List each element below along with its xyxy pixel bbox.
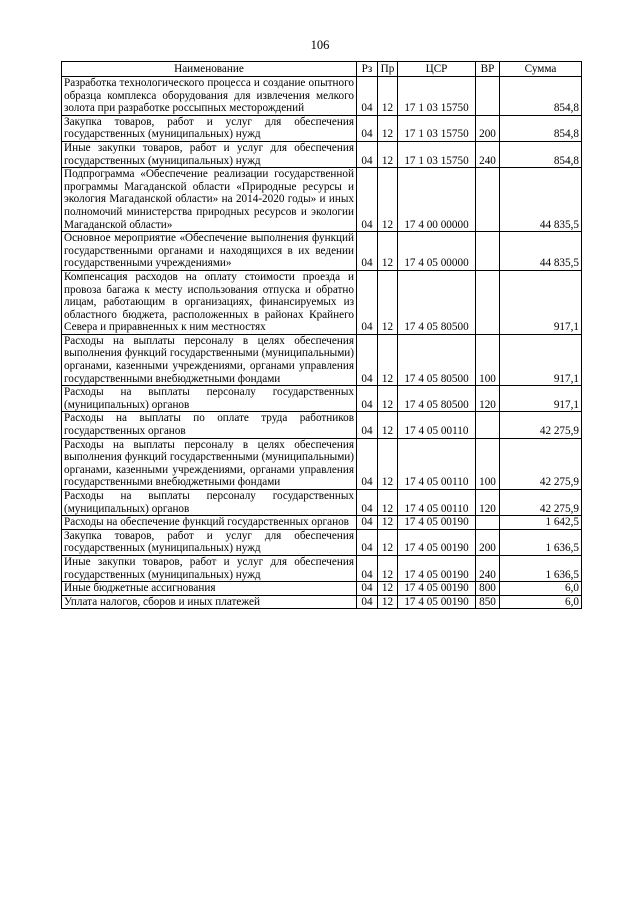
cell-rz: 04 — [357, 115, 378, 141]
cell-sum: 854,8 — [500, 115, 582, 141]
cell-csr: 17 4 05 00190 — [398, 529, 476, 555]
cell-pr: 12 — [378, 582, 398, 596]
cell-sum: 1 642,5 — [500, 516, 582, 530]
cell-vr: 100 — [476, 438, 500, 489]
cell-rz: 04 — [357, 555, 378, 581]
cell-sum: 6,0 — [500, 595, 582, 609]
cell-name: Уплата налогов, сборов и иных платежей — [62, 595, 357, 609]
table-row — [62, 386, 582, 412]
cell-name: Расходы на обеспечение функций государственных органов — [62, 516, 357, 530]
cell-pr: 12 — [378, 232, 398, 271]
cell-pr: 12 — [378, 77, 398, 116]
cell-rz: 04 — [357, 232, 378, 271]
cell-csr: 17 1 03 15750 — [398, 77, 476, 116]
cell-name: Расходы на выплаты персоналу государственных (муниципальных) органов — [62, 386, 357, 412]
cell-name: Иные закупки товаров, работ и услуг для обеспечения государственных (муниципальных) нужд — [62, 555, 357, 581]
cell-vr — [476, 77, 500, 116]
cell-sum: 1 636,5 — [500, 529, 582, 555]
cell-csr: 17 4 05 00000 — [398, 232, 476, 271]
cell-pr: 12 — [378, 270, 398, 334]
table-row — [62, 529, 582, 555]
table-row — [62, 490, 582, 516]
cell-sum: 917,1 — [500, 334, 582, 385]
cell-csr: 17 4 05 80500 — [398, 334, 476, 385]
cell-vr: 240 — [476, 141, 500, 167]
cell-rz: 04 — [357, 168, 378, 232]
cell-sum: 44 835,5 — [500, 232, 582, 271]
cell-pr: 12 — [378, 386, 398, 412]
header-csr: ЦСР — [398, 62, 476, 77]
cell-csr: 17 4 05 00190 — [398, 516, 476, 530]
cell-rz: 04 — [357, 386, 378, 412]
cell-vr — [476, 516, 500, 530]
cell-sum: 44 835,5 — [500, 168, 582, 232]
cell-vr: 200 — [476, 115, 500, 141]
cell-pr: 12 — [378, 115, 398, 141]
cell-vr: 200 — [476, 529, 500, 555]
cell-vr: 850 — [476, 595, 500, 609]
page-number: 106 — [310, 38, 330, 52]
cell-name: Расходы на выплаты персоналу в целях обеспечения выполнения функций государственными (муниципальными) органами, казенными учреждениями, органами управления государственными внебюджетными фондами — [62, 334, 357, 385]
cell-vr: 800 — [476, 582, 500, 596]
cell-name: Разработка технологического процесса и создание опытного образца комплекса оборудования для извлечения мелкого золота при разработке россыпных месторождений — [62, 77, 357, 116]
cell-vr: 120 — [476, 386, 500, 412]
table-row — [62, 438, 582, 489]
cell-csr: 17 4 05 00110 — [398, 438, 476, 489]
cell-csr: 17 1 03 15750 — [398, 141, 476, 167]
table-row — [62, 270, 582, 334]
cell-rz: 04 — [357, 529, 378, 555]
cell-vr — [476, 412, 500, 438]
cell-name: Расходы на выплаты по оплате труда работников государственных органов — [62, 412, 357, 438]
cell-name: Подпрограмма «Обеспечение реализации государственной программы Магаданской области «Природные ресурсы и экология Магаданской области» на 2014-2020 годы» и иных полномочий министерства природных ресурсов и экологии Магаданской области» — [62, 168, 357, 232]
table-body — [62, 77, 582, 609]
header-vr: ВР — [476, 62, 500, 77]
table-header — [62, 62, 582, 77]
cell-pr: 12 — [378, 141, 398, 167]
cell-name: Расходы на выплаты персоналу государственных (муниципальных) органов — [62, 490, 357, 516]
cell-name: Расходы на выплаты персоналу в целях обеспечения выполнения функций государственными (муниципальными) органами, казенными учреждениями, органами управления государственными внебюджетными фондами — [62, 438, 357, 489]
cell-csr: 17 4 05 00190 — [398, 555, 476, 581]
cell-name: Основное мероприятие «Обеспечение выполнения функций государственными органами и находящихся в их ведении государственными учреждениями» — [62, 232, 357, 271]
cell-vr — [476, 168, 500, 232]
budget-table — [61, 61, 582, 609]
table-row — [62, 141, 582, 167]
cell-csr: 17 4 05 00190 — [398, 582, 476, 596]
cell-pr: 12 — [378, 334, 398, 385]
cell-rz: 04 — [357, 490, 378, 516]
cell-csr: 17 1 03 15750 — [398, 115, 476, 141]
cell-sum: 917,1 — [500, 386, 582, 412]
cell-name: Закупка товаров, работ и услуг для обеспечения государственных (муниципальных) нужд — [62, 529, 357, 555]
cell-vr — [476, 232, 500, 271]
cell-sum: 42 275,9 — [500, 412, 582, 438]
cell-sum: 42 275,9 — [500, 438, 582, 489]
table-row — [62, 232, 582, 271]
cell-rz: 04 — [357, 141, 378, 167]
cell-rz: 04 — [357, 582, 378, 596]
cell-pr: 12 — [378, 516, 398, 530]
cell-name: Иные бюджетные ассигнования — [62, 582, 357, 596]
cell-vr: 100 — [476, 334, 500, 385]
cell-vr: 120 — [476, 490, 500, 516]
cell-sum: 854,8 — [500, 141, 582, 167]
table-row — [62, 412, 582, 438]
cell-sum: 854,8 — [500, 77, 582, 116]
cell-sum: 917,1 — [500, 270, 582, 334]
cell-pr: 12 — [378, 438, 398, 489]
table-row — [62, 555, 582, 581]
cell-vr: 240 — [476, 555, 500, 581]
cell-name: Закупка товаров, работ и услуг для обеспечения государственных (муниципальных) нужд — [62, 115, 357, 141]
table-row — [62, 77, 582, 116]
cell-rz: 04 — [357, 412, 378, 438]
cell-pr: 12 — [378, 490, 398, 516]
cell-csr: 17 4 05 80500 — [398, 270, 476, 334]
table-row — [62, 516, 582, 530]
cell-name: Иные закупки товаров, работ и услуг для обеспечения государственных (муниципальных) нужд — [62, 141, 357, 167]
cell-csr: 17 4 00 00000 — [398, 168, 476, 232]
cell-sum: 42 275,9 — [500, 490, 582, 516]
cell-rz: 04 — [357, 595, 378, 609]
cell-rz: 04 — [357, 77, 378, 116]
cell-pr: 12 — [378, 168, 398, 232]
cell-pr: 12 — [378, 412, 398, 438]
header-name: Наименование — [62, 62, 357, 77]
cell-rz: 04 — [357, 334, 378, 385]
cell-csr: 17 4 05 00110 — [398, 490, 476, 516]
cell-rz: 04 — [357, 516, 378, 530]
cell-csr: 17 4 05 00190 — [398, 595, 476, 609]
cell-pr: 12 — [378, 529, 398, 555]
cell-sum: 6,0 — [500, 582, 582, 596]
header-pr: Пр — [378, 62, 398, 77]
cell-name: Компенсация расходов на оплату стоимости проезда и провоза багажа к месту использования отпуска и обратно лицам, работающим в организациях, финансируемых из областного бюджета, расположенных в районах Крайнего Севера и приравненных к ним местностях — [62, 270, 357, 334]
cell-csr: 17 4 05 80500 — [398, 386, 476, 412]
table-row — [62, 168, 582, 232]
header-rz: Рз — [357, 62, 378, 77]
cell-sum: 1 636,5 — [500, 555, 582, 581]
cell-pr: 12 — [378, 555, 398, 581]
table-row — [62, 595, 582, 609]
table-row — [62, 115, 582, 141]
header-sum: Сумма — [500, 62, 582, 77]
cell-pr: 12 — [378, 595, 398, 609]
cell-vr — [476, 270, 500, 334]
cell-rz: 04 — [357, 270, 378, 334]
table-row — [62, 582, 582, 596]
table-row — [62, 334, 582, 385]
cell-csr: 17 4 05 00110 — [398, 412, 476, 438]
cell-rz: 04 — [357, 438, 378, 489]
